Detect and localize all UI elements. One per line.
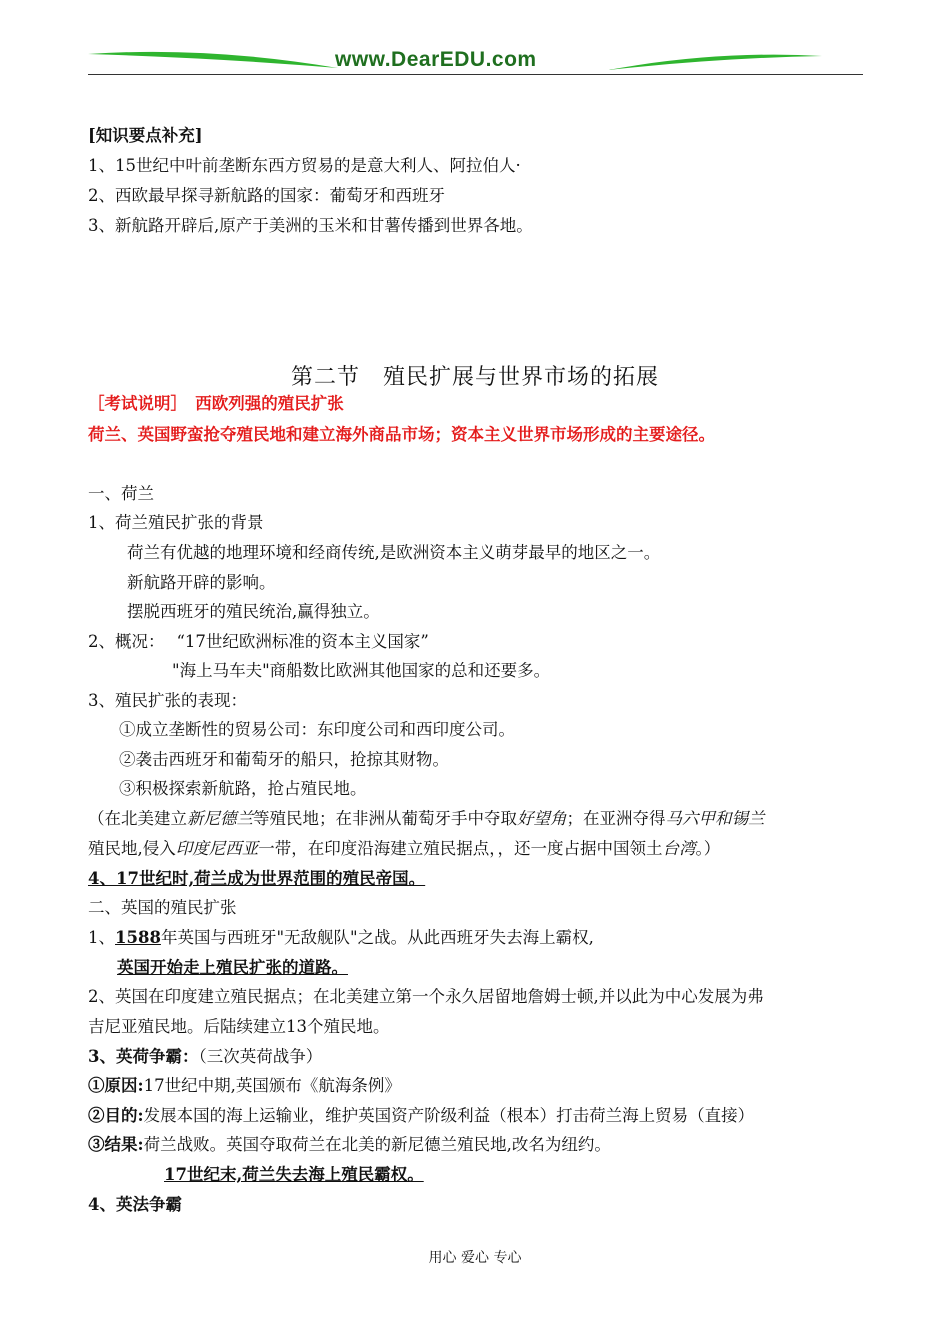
overview-line (88, 631, 429, 653)
note-text: 等殖民地；在非洲从葡萄牙手中夺取 (253, 809, 517, 828)
supplement-item: 1、15世纪中叶前垄断东西方贸易的是意大利人、阿拉伯人· (88, 156, 521, 175)
item-text: 年英国与西班牙"无敌舰队"之战。从此西班牙失去海上霸权, (160, 928, 594, 947)
overview-prefix: 2、概况： (88, 632, 165, 651)
britain-item-3 (88, 1046, 322, 1068)
supplement-heading: [知识要点补充] (88, 126, 203, 145)
britain-item-1 (88, 927, 594, 949)
exam-detail: 荷兰、英国野蛮抢夺殖民地和建立海外商品市场；资本主义世界市场形成的主要途径。 (88, 425, 715, 444)
note-line (88, 808, 765, 830)
purpose-line (88, 1105, 754, 1127)
netherlands-heading: 一、荷兰 (88, 484, 154, 503)
britain-item-2-cont: 吉尼亚殖民地。后陆续建立13个殖民地。 (88, 1017, 390, 1036)
note-place: 好望角 (517, 809, 567, 828)
expansion-item: ②袭击西班牙和葡萄牙的船只，抢掠其财物。 (119, 750, 449, 769)
site-logo: www.DearEDU.com (335, 48, 537, 71)
result-line (88, 1134, 611, 1156)
page-footer: 用心 爱心 专心 (428, 1250, 522, 1266)
supplement-item: 3、新航路开辟后,原产于美洲的玉米和甘薯传播到世界各地。 (88, 216, 533, 235)
britain-item-1-conclusion: 英国开始走上殖民扩张的道路。 (117, 958, 348, 977)
header-swoosh-right (608, 44, 823, 78)
background-item: 荷兰有优越的地理环境和经商传统,是欧洲资本主义萌芽最早的地区之一。 (127, 543, 661, 562)
expansion-item: ③积极探索新航路，抢占殖民地。 (119, 779, 367, 798)
year-highlight: 1588 (115, 928, 161, 947)
note-text: （在北美建立 (88, 809, 187, 828)
header-swoosh-left (88, 44, 340, 78)
note-text: 。） (695, 839, 721, 858)
cause-line (88, 1075, 401, 1097)
background-item: 新航路开辟的影响。 (127, 573, 276, 592)
purpose-text: 发展本国的海上运输业，维护英国资产阶级利益（根本）打击荷兰海上贸易（直接） (143, 1106, 755, 1125)
note-text: 殖民地,侵入 (88, 839, 176, 858)
overview-detail: "海上马车夫"商船数比欧洲其他国家的总和还要多。 (172, 661, 551, 680)
result-text: 荷兰战败。英国夺取荷兰在北美的新尼德兰殖民地,改名为纽约。 (143, 1135, 611, 1154)
note-line (88, 838, 720, 860)
britain-heading: 二、英国的殖民扩张 (88, 898, 237, 917)
supplement-item: 2、西欧最早探寻新航路的国家：葡萄牙和西班牙 (88, 186, 445, 205)
note-place: 新尼德兰 (187, 809, 253, 828)
purpose-label: ②目的: (88, 1106, 144, 1125)
note-text: 一带，在印度沿海建立殖民据点，，还一度占据中国领土 (258, 839, 663, 858)
cause-label: ①原因: (88, 1076, 144, 1095)
note-place: 马六甲和锡兰 (665, 809, 765, 828)
note-place: 台湾 (662, 839, 696, 858)
overview-quote: “17世纪欧洲标准的资本主义国家” (176, 632, 429, 651)
cause-text: 17世纪中期,英国颁布《航海条例》 (143, 1076, 401, 1095)
result-label: ③结果: (88, 1135, 144, 1154)
section-title: 第二节 殖民扩展与世界市场的拓展 (290, 365, 659, 390)
background-item: 摆脱西班牙的殖民统治,赢得独立。 (127, 602, 380, 621)
exam-label: ［考试说明］ 西欧列强的殖民扩张 (88, 394, 344, 413)
britain-item-4: 4、英法争霸 (88, 1195, 182, 1214)
expansion-item: ①成立垄断性的贸易公司：东印度公司和西印度公司。 (119, 720, 515, 739)
expansion-heading: 3、殖民扩张的表现： (88, 691, 247, 710)
header-rule (88, 74, 863, 75)
britain-item-2: 2、英国在印度建立殖民据点；在北美建立第一个永久居留地詹姆士顿,并以此为中心发展为弗 (88, 987, 764, 1006)
item-note: （三次英荷战争） (198, 1047, 323, 1066)
netherlands-conclusion: 4、17世纪时,荷兰成为世界范围的殖民帝国。 (88, 869, 426, 888)
note-place: 印度尼西亚 (175, 839, 259, 858)
background-heading: 1、荷兰殖民扩张的背景 (88, 513, 264, 532)
note-text: ；在亚洲夺得 (566, 809, 666, 828)
result-conclusion: 17世纪末,荷兰失去海上殖民霸权。 (164, 1165, 424, 1184)
item-heading: 3、英荷争霸： (88, 1047, 199, 1066)
item-prefix: 1、 (88, 928, 115, 947)
